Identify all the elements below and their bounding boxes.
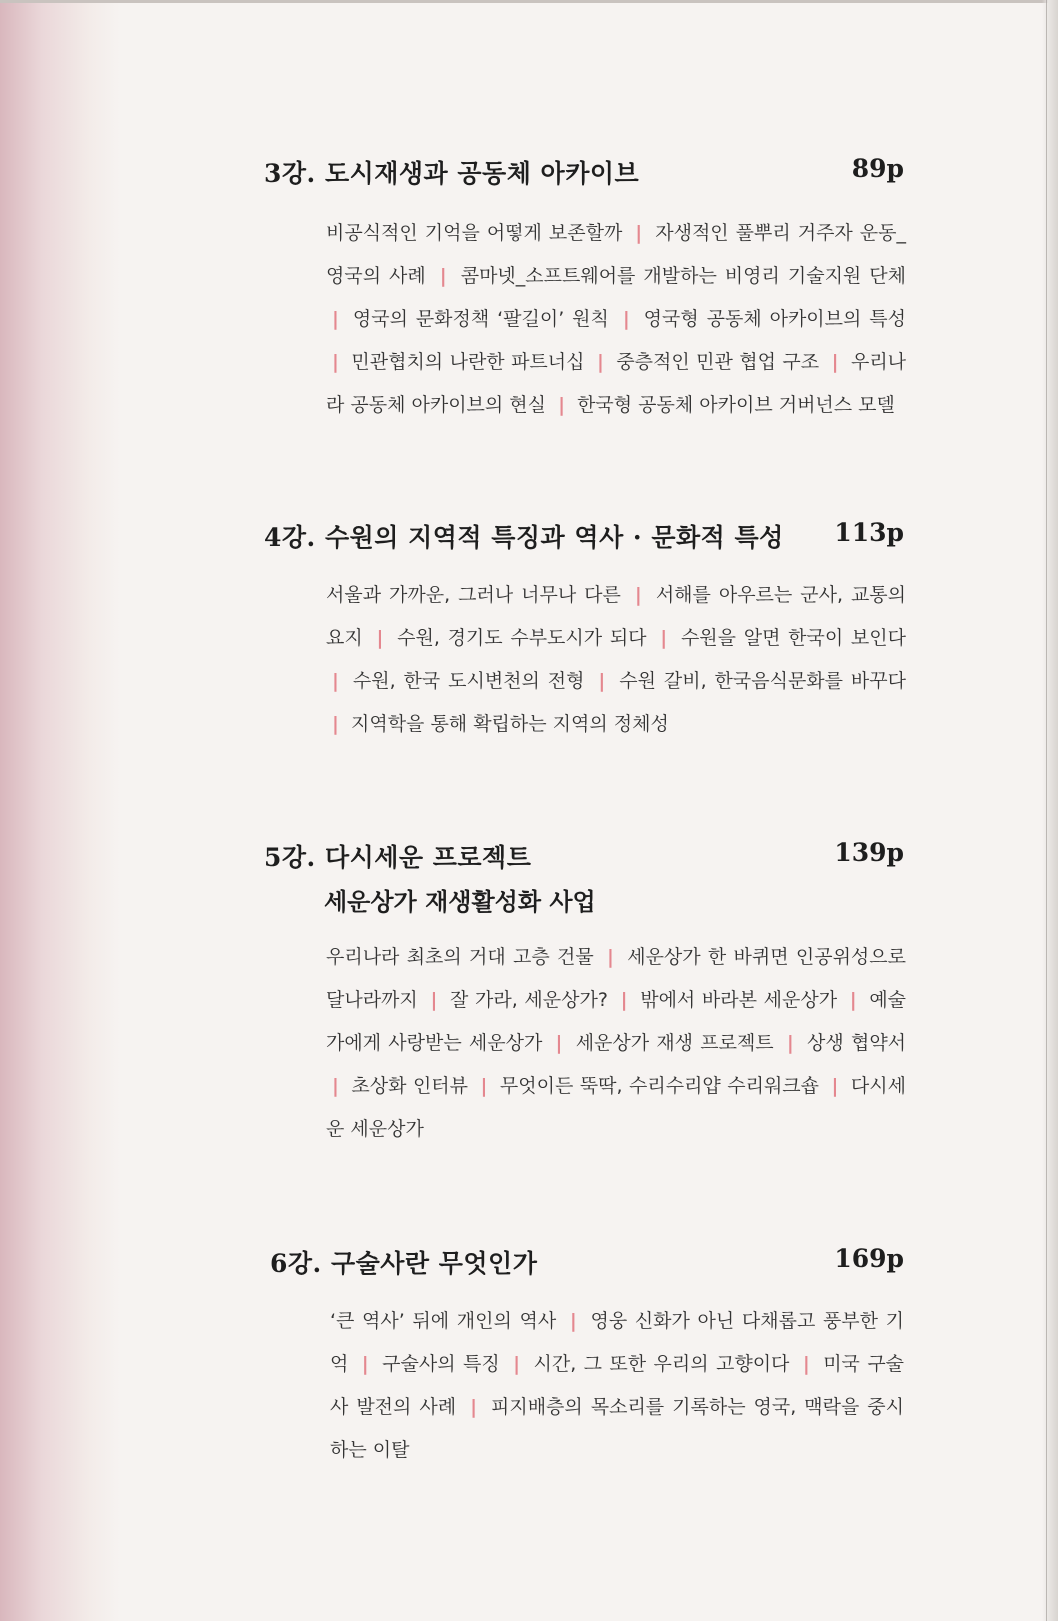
topic-separator: | (332, 308, 339, 330)
topic-separator: | (569, 1310, 577, 1332)
topic-item: 민관협치의 나란한 파트너십 (351, 351, 585, 373)
topic-item: 지역학을 통해 확립하는 지역의 정체성 (351, 713, 669, 735)
topic-item: 밖에서 바라본 세운상가 (640, 989, 838, 1011)
topic-item: 시간, 그 또한 우리의 고향이다 (533, 1353, 790, 1375)
section-topics (330, 1300, 904, 1472)
topic-item: 서울과 가까운, 그러나 너무나 다른 (326, 584, 621, 606)
section-heading (264, 154, 904, 194)
topic-item: 영웅 신화가 아닌 다채롭고 풍부한 기억 (330, 1310, 905, 1375)
section-title: 5강. 다시세운 프로젝트 (264, 843, 532, 872)
section-topics (326, 936, 906, 1151)
topic-item: 수원, 한국 도시변천의 전형 (352, 670, 585, 692)
topic-item: 자생적인 풀뿌리 거주자 운동_영국의 사례 (326, 222, 906, 287)
topic-item: 우리나라 공동체 아카이브의 현실 (326, 351, 907, 416)
section-heading (270, 1244, 904, 1284)
topic-item: 중층적인 민관 협업 구조 (616, 351, 820, 373)
page-top-edge (0, 0, 1058, 3)
topic-separator: | (831, 1075, 839, 1097)
toc-section-6 (270, 1244, 905, 1461)
topic-separator: | (596, 351, 604, 373)
page-right-edge (1042, 0, 1058, 1621)
topic-item: 서해를 아우르는 군사, 교통의 요지 (326, 584, 907, 649)
topic-separator: | (332, 713, 339, 735)
topic-item: 세운상가 재생 프로젝트 (575, 1032, 774, 1054)
topic-separator: | (786, 1032, 794, 1054)
section-title: 3강. 도시재생과 공동체 아카이브 (264, 159, 640, 188)
topic-item: 무엇이든 뚝딱, 수리수리얍 수리워크숍 (499, 1075, 820, 1097)
topic-item: 수원, 경기도 수부도시가 되다 (397, 627, 647, 649)
topic-separator: | (802, 1353, 810, 1375)
topic-separator: | (831, 351, 839, 373)
section-topics (326, 574, 906, 746)
section-heading (264, 838, 904, 916)
topic-item: 콤마넷_소프트웨어를 개발하는 비영리 기술지원 단체 (460, 265, 906, 287)
topic-separator: | (606, 946, 614, 968)
section-page-number: 89p (851, 154, 904, 183)
topic-item: 초상화 인터뷰 (351, 1075, 469, 1097)
topic-item: 미국 구술사 발전의 사례 (330, 1353, 905, 1418)
topic-item: ‘큰 역사’ 뒤에 개인의 역사 (330, 1310, 557, 1332)
section-title: 4강. 수원의 지역적 특징과 역사 · 문화적 특성 (264, 523, 784, 552)
topic-separator: | (635, 222, 643, 244)
topic-separator: | (620, 989, 628, 1011)
topic-separator: | (332, 351, 339, 373)
topic-item: 잘 가라, 세운상가? (450, 989, 608, 1011)
topic-item: 세운상가 한 바퀴면 인공위성으로 달나라까지 (326, 946, 906, 1011)
topic-separator: | (430, 989, 438, 1011)
section-subtitle: 세운상가 재생활성화 사업 (324, 887, 596, 916)
topic-separator: | (513, 1353, 521, 1375)
topic-item: 수원을 알면 한국이 보인다 (680, 627, 906, 649)
topic-separator: | (634, 584, 642, 606)
toc-section-5 (264, 838, 907, 1140)
section-page-number: 113p (834, 518, 904, 547)
topic-separator: | (555, 1032, 563, 1054)
topic-separator: | (470, 1396, 478, 1418)
topic-separator: | (376, 627, 384, 649)
section-heading (264, 518, 904, 558)
toc-section-3 (264, 154, 907, 416)
topic-separator: | (332, 670, 339, 692)
topic-item: 예술가에게 사랑받는 세운상가 (326, 989, 907, 1054)
topic-item: 우리나라 최초의 거대 고층 건물 (326, 946, 594, 968)
topic-item: 상생 협약서 (807, 1032, 907, 1054)
topic-separator: | (480, 1075, 488, 1097)
topic-separator: | (849, 989, 857, 1011)
topic-separator: | (361, 1353, 369, 1375)
topic-separator: | (598, 670, 606, 692)
topic-item: 수원 갈비, 한국음식문화를 바꾸다 (619, 670, 906, 692)
topic-item: 비공식적인 기억을 어떻게 보존할까 (326, 222, 623, 244)
page-gutter-shading (0, 0, 120, 1621)
topic-separator: | (622, 308, 630, 330)
topic-item: 구술사의 특징 (382, 1353, 500, 1375)
topic-item: 다시세운 세운상가 (326, 1075, 906, 1140)
section-topics (326, 212, 906, 427)
section-page-number: 139p (834, 838, 904, 867)
topic-item: 피지배층의 목소리를 기록하는 영국, 맥락을 중시하는 이탈 (330, 1396, 904, 1461)
topic-separator: | (660, 627, 668, 649)
topic-item: 영국형 공동체 아카이브의 특성 (643, 308, 906, 330)
topic-separator: | (439, 265, 447, 287)
topic-item: 영국의 문화정책 ‘팔길이’ 원칙 (352, 308, 609, 330)
toc-section-4 (264, 518, 907, 735)
topic-separator: | (558, 394, 566, 416)
section-title: 6강. 구술사란 무엇인가 (270, 1249, 538, 1278)
section-page-number: 169p (834, 1244, 904, 1273)
topic-separator: | (332, 1075, 339, 1097)
topic-item: 한국형 공동체 아카이브 거버넌스 모델 (577, 394, 895, 416)
